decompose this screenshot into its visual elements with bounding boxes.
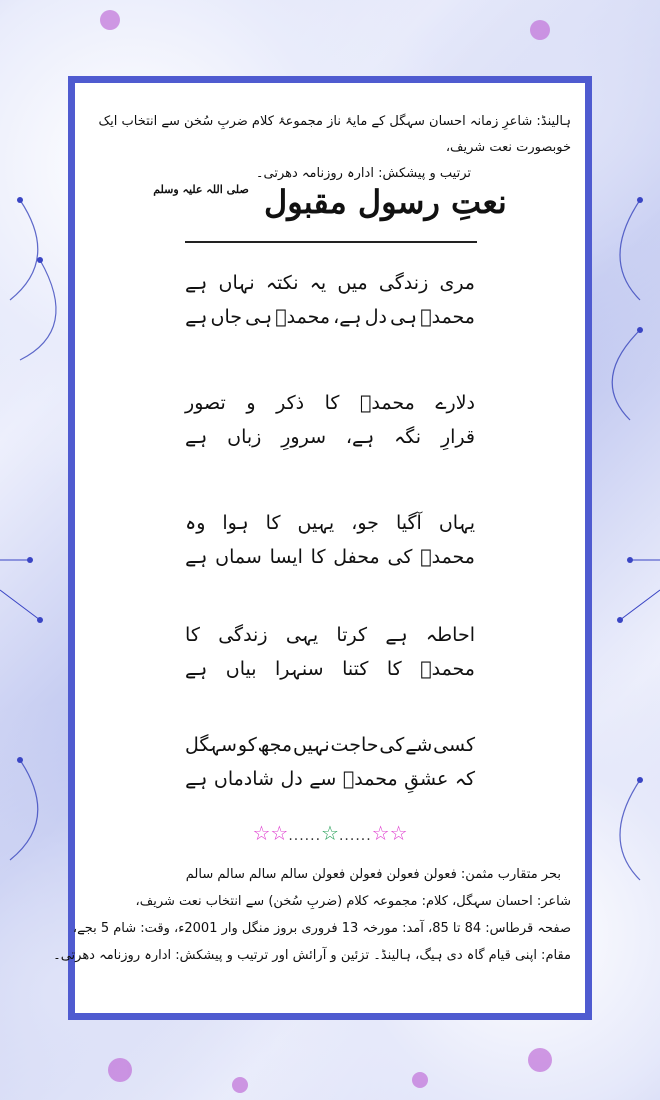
intro-line-2: ترتیب و پیشکش: ادارہ روزنامہ دھرتی۔ [255, 166, 471, 181]
meter-line: بحر متقارب مثمن: فعولن فعولن فعولن فعولن سالم سالم سالم سالم [185, 867, 561, 882]
verse-word: ہے [185, 272, 208, 294]
verse-word: ہوا [222, 512, 249, 534]
verse-word: محمدؐ [342, 768, 398, 790]
verse-word: ہے، [345, 426, 375, 448]
verse-line [185, 420, 475, 454]
verse-word: تصور [185, 392, 226, 414]
verse-word: سہگل [185, 734, 237, 756]
verse-word: حاجت [330, 734, 379, 756]
title-salutation: صلی اللہ علیہ وسلم [153, 183, 249, 196]
star-separator [75, 821, 585, 845]
verse-word: مری [439, 272, 475, 294]
verse-word: زندگی [378, 272, 429, 294]
verse-word: عشقِ [404, 768, 449, 790]
verse-word: سے [309, 768, 337, 790]
verse-word: و [246, 392, 256, 414]
verse-word: یہاں [438, 512, 475, 534]
verse-word: کا [185, 624, 200, 646]
verse-word: مجھ [257, 734, 293, 756]
verse-word: کو [237, 734, 257, 756]
verse-word: کا [324, 392, 340, 414]
star-icon: ☆ [321, 821, 339, 845]
stanza-2 [185, 386, 475, 454]
verse-word: جاں [210, 306, 242, 328]
verse-word: ہے، [333, 306, 362, 328]
verse-word: یہیں [297, 512, 335, 534]
verse-line [185, 300, 475, 334]
verse-word: ہے [185, 426, 208, 448]
content-frame [53, 76, 592, 1020]
verse-word: جو، [351, 512, 379, 534]
verse-word: احاطہ [425, 624, 475, 646]
verse-word: دل [364, 306, 387, 328]
verse-line [185, 386, 475, 420]
verse-line [185, 652, 475, 686]
verse-word: زندگی [218, 624, 268, 646]
stanza-1 [185, 266, 475, 334]
verse-word: کسی [433, 734, 475, 756]
title-text: نعتِ رسول مقبول [263, 183, 507, 221]
verse-word: بیاں [225, 658, 257, 680]
verse-word: کہ [454, 768, 475, 790]
verse-line [185, 618, 475, 652]
verse-word: یہ [309, 272, 327, 294]
verse-word: شے [405, 734, 433, 756]
page-line: صفحہ قرطاس: 84 تا 85، آمد: مورخہ 13 فروری بروز منگل وار 2001ء، وقت: شام 5 بجے، [72, 921, 571, 936]
poet-line: شاعر: احسان سہگل، کلام: مجموعہ کلام (ضربِ سُخن) سے انتخاب نعت شریف، [135, 894, 571, 909]
verse-word: کا [310, 546, 326, 568]
verse-word: کا [265, 512, 281, 534]
footer-notes [53, 861, 571, 969]
verse-line [185, 762, 475, 796]
verse-word: ہی [390, 306, 418, 328]
verse-word: محمدؐ [420, 658, 475, 680]
verse-word: کا [386, 658, 402, 680]
stanza-4 [185, 618, 475, 686]
verse-line [185, 540, 475, 574]
title-underline [185, 241, 477, 243]
verse-word: سنہرا [275, 658, 324, 680]
verse-word: ذکر [276, 392, 305, 414]
verse-word: محفل [333, 546, 380, 568]
intro-line-1: ہالینڈ: شاعرِ زمانہ احسان سہگل کے مایۂ ناز مجموعۂ کلام ضربِ سُخن سے انتخاب ایک خوبصورت نعت شریف، [98, 114, 571, 155]
page-title [153, 183, 507, 221]
verse-word: ایسا [269, 546, 303, 568]
verse-word: ہے [185, 546, 208, 568]
verse-word: ہے [185, 658, 208, 680]
verse-word: کتنا [342, 658, 369, 680]
verse-word: وہ [185, 512, 206, 534]
separator-dots: ...... [338, 828, 372, 844]
verse-word: آگیا [395, 512, 422, 534]
stanza-3 [185, 506, 475, 574]
star-icon: ☆☆ [371, 821, 408, 845]
verse-word: محمدؐ [360, 392, 415, 414]
verse-line [185, 728, 475, 762]
verse-word: قرارِ [440, 426, 475, 448]
intro-text [85, 109, 571, 187]
verse-word: نکتہ [265, 272, 299, 294]
verse-word: کرتا [336, 624, 368, 646]
verse-line [185, 266, 475, 300]
verse-word: میں [337, 272, 368, 294]
verse-word: کی [387, 546, 413, 568]
verse-word: زباں [227, 426, 262, 448]
verse-word: نگہ [394, 426, 422, 448]
title-block [75, 183, 585, 221]
verse-word: نہاں [218, 272, 255, 294]
verse-word: محمدؐ [275, 306, 331, 328]
verse-word: دل [280, 768, 303, 790]
verse-word: سماں [215, 546, 262, 568]
verse-line [185, 506, 475, 540]
verse-word: محمدؐ [420, 306, 475, 328]
verse-word: شادماں [213, 768, 274, 790]
verse-word: دلارے [435, 392, 475, 414]
verse-word: ہے [385, 624, 408, 646]
verse-word: نہیں [293, 734, 330, 756]
separator-dots: ...... [288, 828, 322, 844]
verse-word: یہی [285, 624, 319, 646]
verse-word: ہے [185, 768, 208, 790]
place-line: مقام: اپنی قیام گاہ دی ہیگ، ہالینڈ۔ تزئین و آرائش اور ترتیب و پیشکش: ادارہ روزنامہ دھرتی۔ [53, 948, 571, 963]
verse-word: ہے [185, 306, 208, 328]
verse-word: ہی [245, 306, 273, 328]
star-icon: ☆☆ [252, 821, 289, 845]
verse-word: کی [379, 734, 405, 756]
verse-word: محمدؐ [420, 546, 475, 568]
verse-word: سرورِ [281, 426, 327, 448]
stanza-5 [185, 728, 475, 796]
